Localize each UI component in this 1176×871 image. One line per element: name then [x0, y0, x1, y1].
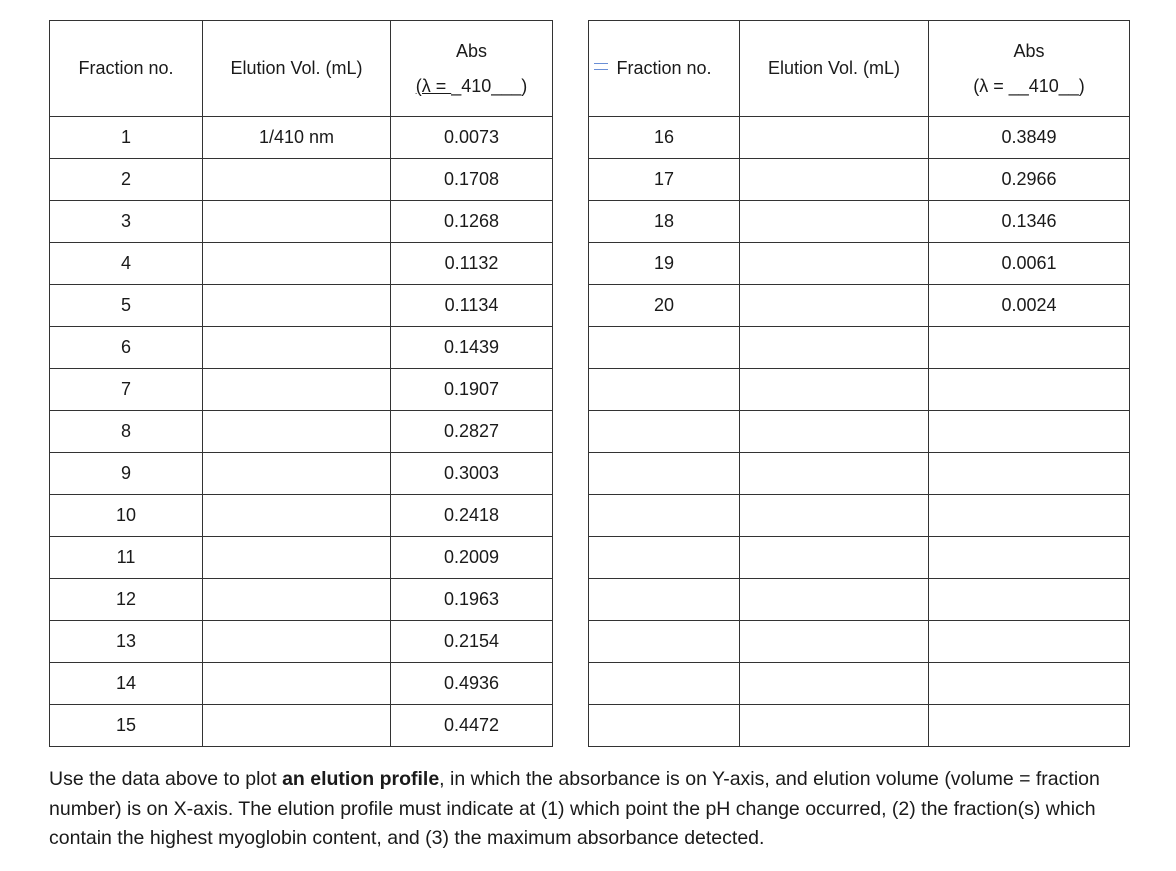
table-row	[589, 201, 1130, 243]
abs-cell: 0.1134	[391, 285, 553, 327]
volume-cell	[203, 663, 391, 705]
fraction-cell: 19	[589, 243, 740, 285]
volume-header: Elution Vol. (mL)	[203, 21, 391, 117]
volume-cell	[203, 285, 391, 327]
volume-cell	[740, 663, 929, 705]
table-row	[589, 411, 1130, 453]
fraction-cell: 20	[589, 285, 740, 327]
table-row	[50, 495, 553, 537]
table-row	[50, 663, 553, 705]
fraction-header: Fraction no.	[50, 21, 203, 117]
abs-cell	[929, 327, 1130, 369]
fraction-cell: 16	[589, 117, 740, 159]
table-row	[589, 243, 1130, 285]
abs-cell: 0.2966	[929, 159, 1130, 201]
fraction-cell	[589, 495, 740, 537]
abs-cell	[929, 411, 1130, 453]
table-row	[589, 159, 1130, 201]
volume-cell	[203, 579, 391, 621]
table-row	[50, 369, 553, 411]
volume-cell	[740, 117, 929, 159]
table-row	[50, 453, 553, 495]
abs-cell	[929, 495, 1130, 537]
right-header-row	[589, 21, 1130, 117]
volume-cell: 1/410 nm	[203, 117, 391, 159]
fraction-header: Fraction no.	[589, 21, 740, 117]
abs-cell: 0.1963	[391, 579, 553, 621]
table-row	[50, 201, 553, 243]
left-data-table	[49, 20, 553, 747]
abs-cell: 0.1132	[391, 243, 553, 285]
abs-cell: 0.4936	[391, 663, 553, 705]
abs-cell: 0.1346	[929, 201, 1130, 243]
fraction-cell: 5	[50, 285, 203, 327]
abs-cell: 0.1268	[391, 201, 553, 243]
fraction-cell: 2	[50, 159, 203, 201]
abs-cell: 0.2154	[391, 621, 553, 663]
volume-cell	[740, 285, 929, 327]
abs-cell: 0.3849	[929, 117, 1130, 159]
fraction-cell: 9	[50, 453, 203, 495]
fraction-cell: 6	[50, 327, 203, 369]
fraction-cell: 7	[50, 369, 203, 411]
right-data-table	[588, 20, 1130, 747]
fraction-cell	[589, 537, 740, 579]
table-row	[589, 369, 1130, 411]
fraction-cell: 3	[50, 201, 203, 243]
abs-cell: 0.0024	[929, 285, 1130, 327]
fraction-cell	[589, 621, 740, 663]
abs-header	[929, 21, 1130, 117]
volume-cell	[740, 327, 929, 369]
abs-cell: 0.1439	[391, 327, 553, 369]
abs-header-title: Abs	[455, 41, 488, 62]
fraction-cell: 18	[589, 201, 740, 243]
volume-cell	[203, 201, 391, 243]
volume-cell	[740, 201, 929, 243]
abs-header-lambda: (λ = _410___)	[415, 75, 528, 96]
instructions-text: Use the data above to plot an elution profile, in which the absorbance is on Y-axis, and elution volume (volume = fraction number) is on X-axis. The elution profile must indicate at (1) which point the pH change occurred, (2) the fraction(s) which contain the highest myoglobin content, and (3) the maximum absorbance detected.	[49, 768, 1100, 849]
volume-cell	[203, 537, 391, 579]
table-row	[589, 621, 1130, 663]
volume-cell	[740, 411, 929, 453]
fraction-cell	[589, 579, 740, 621]
fraction-cell: 4	[50, 243, 203, 285]
fraction-cell	[589, 663, 740, 705]
abs-cell	[929, 453, 1130, 495]
table-row	[589, 327, 1130, 369]
fraction-cell: 8	[50, 411, 203, 453]
table-row	[589, 285, 1130, 327]
abs-cell	[929, 663, 1130, 705]
volume-cell	[203, 159, 391, 201]
volume-cell	[740, 495, 929, 537]
table-row	[50, 411, 553, 453]
fraction-cell: 14	[50, 663, 203, 705]
volume-cell	[203, 705, 391, 747]
abs-cell: 0.2827	[391, 411, 553, 453]
table-row	[50, 285, 553, 327]
abs-cell: 0.2009	[391, 537, 553, 579]
table-row	[589, 705, 1130, 747]
fraction-cell: 17	[589, 159, 740, 201]
volume-cell	[203, 243, 391, 285]
abs-cell: 0.2418	[391, 495, 553, 537]
fraction-cell	[589, 327, 740, 369]
volume-cell	[203, 453, 391, 495]
left-table-body	[50, 117, 553, 747]
table-row	[50, 621, 553, 663]
fraction-cell: 1	[50, 117, 203, 159]
volume-cell	[203, 369, 391, 411]
fraction-cell	[589, 453, 740, 495]
table-row	[589, 453, 1130, 495]
table-row	[589, 579, 1130, 621]
abs-header-title: Abs	[1013, 41, 1045, 62]
table-row	[50, 159, 553, 201]
table-row	[589, 117, 1130, 159]
abs-cell: 0.4472	[391, 705, 553, 747]
abs-header-lambda: (λ = __410__)	[973, 75, 1085, 96]
table-row	[50, 327, 553, 369]
volume-cell	[203, 495, 391, 537]
abs-cell: 0.3003	[391, 453, 553, 495]
volume-cell	[203, 621, 391, 663]
table-row	[589, 495, 1130, 537]
right-table-body	[589, 117, 1130, 747]
volume-cell	[740, 159, 929, 201]
left-header-row	[50, 21, 553, 117]
table-row	[50, 243, 553, 285]
volume-header: Elution Vol. (mL)	[740, 21, 929, 117]
abs-cell	[929, 621, 1130, 663]
fraction-cell: 10	[50, 495, 203, 537]
abs-cell: 0.0073	[391, 117, 553, 159]
volume-cell	[740, 369, 929, 411]
abs-cell: 0.1907	[391, 369, 553, 411]
fraction-cell: 13	[50, 621, 203, 663]
table-row	[589, 663, 1130, 705]
fraction-cell	[589, 705, 740, 747]
abs-cell: 0.0061	[929, 243, 1130, 285]
volume-cell	[740, 453, 929, 495]
volume-cell	[740, 537, 929, 579]
fraction-cell	[589, 369, 740, 411]
volume-cell	[203, 411, 391, 453]
abs-cell: 0.1708	[391, 159, 553, 201]
volume-cell	[740, 621, 929, 663]
fraction-cell: 11	[50, 537, 203, 579]
fraction-cell	[589, 411, 740, 453]
fraction-cell: 12	[50, 579, 203, 621]
fraction-cell: 15	[50, 705, 203, 747]
table-row	[50, 537, 553, 579]
volume-cell	[740, 243, 929, 285]
abs-cell	[929, 537, 1130, 579]
abs-header	[391, 21, 553, 117]
volume-cell	[740, 705, 929, 747]
volume-cell	[203, 327, 391, 369]
volume-cell	[740, 579, 929, 621]
abs-cell	[929, 369, 1130, 411]
table-row	[50, 705, 553, 747]
table-row	[589, 537, 1130, 579]
table-row	[50, 117, 553, 159]
table-row	[50, 579, 553, 621]
abs-cell	[929, 705, 1130, 747]
abs-cell	[929, 579, 1130, 621]
